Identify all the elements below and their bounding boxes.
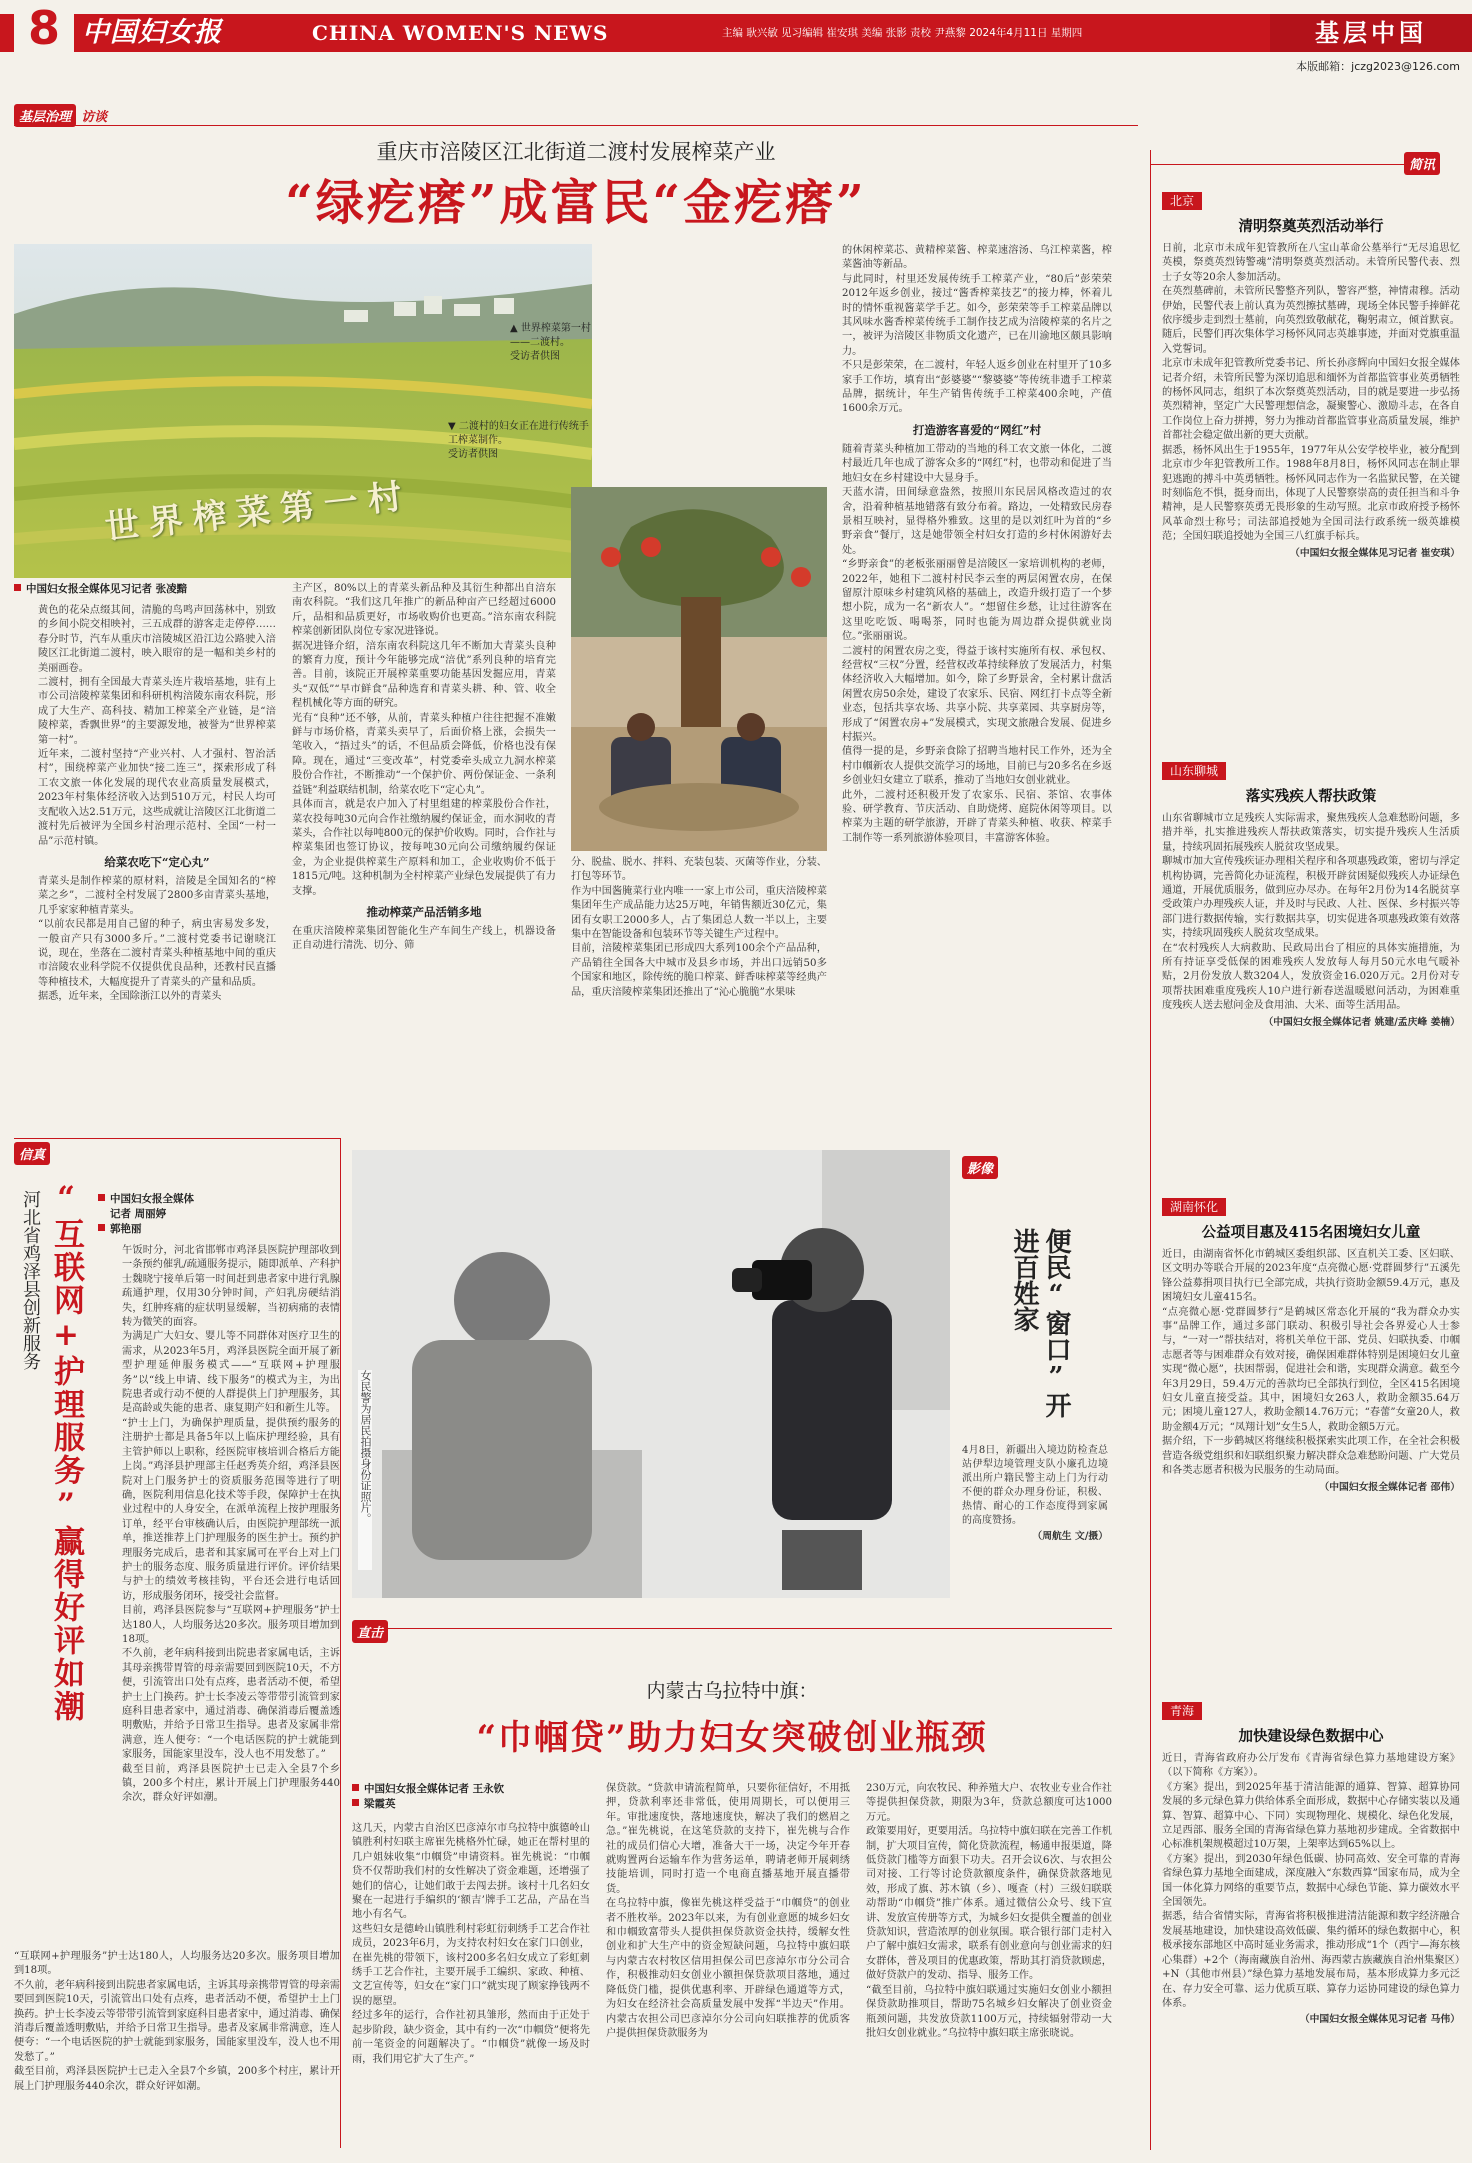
zhigu-col-2-text: 保贷款。“贷款申请流程简单，只要你征信好，不用抵押，贷款利率还非常低，使用周期长，可以便用三年。审批速度快，落地速度快，解决了我们的燃眉之急。”崔先桃说，在这笔贷款的支持下，崔先桃与合作社的成员们信心大增，准备大干一场，决定今年开春就购置两台运输车作为营务运单，聘请老师开展刺绣技能培训，同时打造一个电商直播基地开展直播带货。 在乌拉特中旗，像崔先桃这样受益于“巾帼贷”的创业者不胜枚举。2023年以来，为有创业意愿的城乡妇女和巾帼致富带头人提供担保贷款资金扶持，缓解女性创业和扩大生产中的资金短缺问题，乌拉特中旗妇联与内蒙古农村牧区信用担保公司巴彦淖尔市分公司合作，积极推动妇女创业小额担保贷款项目落地，通过降低贷门槛，提供优惠利率、开辟绿色通道等方式，为妇女在经济社会高质量发展中发挥“半边天”作用。内蒙古农担公司巴彦淖尔分公司向妇联推荐的优质客户提供担保贷款服务为 (606, 1783, 850, 2039)
main-col-4-subhead: 打造游客喜爱的“网红”村 (912, 422, 1042, 437)
xinzhen-byline-1-text: 中国妇女报全媒体 (110, 1193, 194, 1205)
section-tag (14, 104, 107, 127)
xinzhen-rule (14, 1138, 340, 1139)
xinzhen-body-cont (14, 1950, 340, 2150)
masthead-paper-cn: 中国妇女报 (82, 17, 222, 48)
zhigu-byline-1-text: 中国妇女报全媒体记者 王永钦 (364, 1783, 505, 1795)
zhigu-byline-1 (352, 1782, 582, 1797)
main-byline (14, 582, 304, 597)
caption-women: ▼ 二渡村的妇女正在进行传统手工榨菜制作。 受访者供图 (448, 421, 589, 460)
section-tag-sub: 访谈 (81, 110, 108, 125)
zhigu-rule (352, 1628, 1112, 1629)
main-col-4 (842, 244, 1112, 1098)
xinzhen-tag (14, 1142, 50, 1165)
sidebar-item-1-region: 北京 (1162, 192, 1202, 210)
main-col-2 (292, 582, 556, 1098)
main-col-3-text: 分、脱盐、脱水、拌料、充装包装、灭菌等作业，分装、打包等环节。 作为中国酱腌菜行业内唯一一家上市公司，重庆涪陵榨菜集团年生产成品能力达25万吨，年销售额近30亿元，集团有女职工2000多人，占了集团总人数一半以上，主要集中在智能设备和包装环节等关键生产过程中。 目前，涪陵榨菜集团已形成四大系列100余个产品品种，产品销往全国各大中城市及县乡市场，并出口远销50多个国家和地区，除传统的脆口榨菜、鲜香味榨菜等经典产品，重庆涪陵榨菜集团还推出了“沁心脆脆”水果味 (571, 857, 827, 998)
sidebar-item-2-body: 山东省聊城市立足残疾人实际需求，聚焦残疾人急难愁盼问题，多措并举，扎实推进残疾人帮扶政策落实，切实提升残疾人生活质量，持续巩固拓展残疾人脱贫攻坚成果。 聊城市加大宣传残疾证办理相关程序和各项惠残政策，密切与浮定机构协调，完善简化办证流程，积极开辟贫困疑似残疾人办证绿色通道，开展优质服务，做到应办尽办。在每年2月份为14名脱贫享受政策户办理残疾人证，并及时与民政、人社、医保、乡村振兴等部门进行数据传输，实行数据共享，切实促进各项惠残政策有效落实，持续巩固残疾人脱贫攻坚成果。 在“农村残疾人大病救助、民政局出台了相应的具体实施措施，为所有持证享受低保的困难残疾人发放每人每月50元水电气暖补贴，2月份发放人数3204人，发放资金16.020万元。2月份对专项帮扶困难重度残疾人10户进行新春送温暖慰问活动，为困难重度残疾人送去慰问金及食用油、大米、面等生活用品。 (1162, 813, 1460, 1012)
xinzhen-body (122, 1244, 340, 1944)
section-rule (14, 125, 1138, 126)
sidebar-item-2 (1162, 760, 1460, 1190)
sidebar-item-1-body: 日前，北京市未成年犯管教所在八宝山革命公墓举行“无尽追思忆英模，祭奠英烈铸警魂”清明祭奠英烈活动。未管所民警代表、烈士子女等20余人参加活动。 在英烈墓碑前，未管所民警整齐列队，警容严整，神情肃穆。活动伊始，民警代表上前认真为英烈擦拭墓碑，现场全体民警手捧鲜花依序缓步走到烈士墓前，向英烈致敬献花，鞠躬肃立，倾首默哀。随后，民警们再次集体学习杨怀风同志英雄事迹，并面对党旗重温入党誓词。 北京市未成年犯管教所党委书记、所长孙彦辉向中国妇女报全媒体记者介绍，未管所民警为深切追思和缅怀为首都监管事业英勇牺牲的杨怀风同志，组织了本次祭奠英烈活动，目的就是要进一步弘扬英烈精神，坚定广大民警理想信念，凝聚警心、激励斗志，在各自工作岗位上奋力拼搏，努力为推动首都监管事业高质量发展，维护首都社会稳定做出新的更大贡献。 据悉，杨怀风出生于1955年，1977年从公安学校毕业，被分配到北京市少年犯管教所工作。1988年8月8日，杨怀风同志在制止罪犯逃跑的搏斗中英勇牺牲。杨怀风同志作为一名监狱民警，在关键时刻临危不惧，挺身而出，体现了人民警察崇高的责任担当和斗争精神，是人民警察英勇无畏形象的生动写照。北京市政府授予杨怀风革命烈士称号；司法部追授她为全国司法行政系统一级英雄模范；全国妇联追授她为全国三八红旗手标兵。 (1162, 243, 1460, 543)
sidebar-item-4-body: 近日，青海省政府办公厅发布《青海省绿色算力基地建设方案》（以下简称《方案》）。 《方案》提出，到2025年基于清洁能源的通算、智算、超算协同发展的多元绿色算力供给体系全面形成，数据中心存储实装以及通算、智算、超算中心、下同）实现物理化、规模化、绿色化发展，立足西部、服务全国的青海省绿色算力基地初步建成。全省数据中心标准机架规模超过10万架，上架率达到65%以上。 《方案》提出，到2030年绿色低碳、协同高效、安全可靠的青海省绿色算力基地全面建成，深度融入“东数西算”国家布局，成为全国一体化算力网络的重要节点，数据中心绿色节能、算力碳效水平全国领先。 据悉，结合省情实际，青海省将积极推进清洁能源和数字经济融合发展基地建设，加快建设高效低碳、集约循环的绿色数据中心，积极承接东部地区中高时延业务需求，推动形成“1个（西宁—海东核心集群）+2个（海南藏族自治州、海西蒙古族藏族自治州集聚区）+N（其他市州县）”绿色算力基地发展布局，基本形成算力多元泛在、存力安全可靠、运力优质互联、算存力运协同建设的绿色算力体系。 (1162, 1753, 1460, 2009)
sidebar-item-2-title: 落实残疾人帮扶政策 (1245, 788, 1377, 805)
sidebar-item-4-credit: （中国妇女报全媒体见习记者 马伟） (1299, 2014, 1460, 2026)
xinzhen-body-text: 午饭时分，河北省邯郸市鸡泽县医院护理部收到一条预约催乳/疏通服务提示，随即派单、产科护士魏晓宁接单后第一时间赶到患者家中进行乳腺疏通护理，仅用30分钟时间，产妇乳房硬结消失，红肿疼痛的症状明显缓解，当初病痛的表情转为微笑的面容。 为满足广大妇女、婴儿等不同群体对医疗卫生的需求，从2023年5月，鸡泽县医院全面开展了新型护理延伸服务模式——“互联网+护理服务”以“线上申请、线下服务”的模式为主，为出院患者或行动不便的人群提供上门护理服务，其是高龄或失能的患者、康复期产妇和新生儿等。 “护士上门，为确保护理质量，提供预约服务的注册护士都是具备5年以上临床护理经验，具有主管护师以上职称，经医院审核培训合格后方能上岗。”鸡泽县护理部主任赵秀英介绍，鸡泽县医院对上门服务护士的资质服务范围等进行了明确，医院利用信息化技术等手段，保障护士在执业过程中的人身安全，在派单流程上按护理服务订单，经平台审核确认后，由医院护理部统一派单，推送推荐上门护理服务的医生护士。预约护理服务完成后，患者和其家属可在平台上对上门护士的服务态度、服务质量进行评价。评价结果与护士的绩效考核挂钩，平台还会进行电话回访，形成服务闭环，接受社会监督。 目前，鸡泽县医院参与“互联网+护理服务”护士达180人，人均服务达20多次。服务项目增加到18项。 不久前，老年病科接到出院患者家属电话，主诉其母亲携带胃管的母亲需要回到医院10天，不方便，引流管出口处有点疼，患者活动不便，希望护士上门换药。护士长李凌云等带带引流管到家庭科目患者家中，通过消毒、确保消毒后覆盖透明敷贴，并给予日常卫生指导。患者及家属非常满意，连人便夸：“一个电话医院的护士就能到家服务，国能家里没车，没人也不用发愁了。” 截至目前，鸡泽县医院护士已走入全县7个乡镇，200多个村庄，累计开展上门护理服务440余次，群众好评如潮。 (122, 1245, 340, 1804)
main-col-2-text: 主产区，80%以上的青菜头新品种及其衍生种都出自涪东南农科院。“我们这几年推广的新品种亩产已经超过6000斤，品相和品质更好，市场收购价也更高。”涪东南农科院榨菜创新团队岗位专家况进锋说。 据况进锋介绍，涪东南农科院这几年不断加大青菜头良种的繁育力度，预计今年能够完成“涪优”系列良种的培育完善。目前，该院正开展榨菜重要功能基因发掘应用，青菜头“双低”“早市鲜食”品种选育和青菜头耕、种、管、收全程机械化等方面的研究。 光有“良种”还不够，从前，青菜头种植户往往把握不准嫩鲜与市场价格，青菜头卖早了，后面价格上涨，会损失一笔收入，“捂过头”的话，不但品质会降低，价格也没有保障。现在，通过“三变改革”，村党委牵头成立九洞水榨菜股份合作社，不断推动“一个保护价、两份保证金、一条利益链”利益联结机制，给菜农吃下“定心丸”。 具体而言，就是农户加入了村里组建的榨菜股份合作社，菜农投每吨30元向合作社缴纳履约保证金，而水洞收的青菜头，合作社以每吨800元的保护价收购。同时，合作社与榨菜集团也签订协议，按每吨30元向公司缴纳履约保证金，为企业提供榨菜生产原料和加工，企业收购价不低于1815元/吨。这种机制为全村榨菜产业绿色发展提供了有力支撑。 (292, 583, 556, 897)
page-number: 8 (14, 4, 74, 52)
women-photo-svg (571, 487, 827, 851)
xinzhen-body-tail: “互联网+护理服务”护士达180人，人均服务达20多次。服务项目增加到18项。 不久前，老年病科接到出院患者家属电话，主诉其母亲携带胃管的母亲需要回到医院10天，引流管出口处有点疼，患者活动不便，希望护士上门换药。护士长李凌云等带带引流管到家庭科目患者家中，通过消毒、确保消毒后覆盖透明敷贴，并给予日常卫生指导。患者及家属非常满意，连人便夸：“一个电话医院的护士就能到家服务，国能家里没车，没人也不用发愁了。” 截至目前，鸡泽县医院护士已走入全县7个乡镇，200多个村庄，累计开展上门护理服务440余次，群众好评如潮。 (14, 1951, 340, 2092)
main-col-2-text-b: 在重庆涪陵榨菜集团智能化生产车间生产线上，机器设备正自动进行清洗、切分、筛 (292, 925, 556, 952)
sidebar-item-1 (1162, 190, 1460, 746)
caption-village: ▲ 世界榨菜第一村——二渡村。 受访者供图 (510, 323, 591, 362)
xinzhen-byline-3 (98, 1222, 330, 1237)
article-kicker: 重庆市涪陵区江北街道二渡村发展榨菜产业 (376, 140, 776, 164)
sidebar-item-3-title: 公益项目惠及415名困境妇女儿童 (1201, 1224, 1421, 1241)
sidebar-item-3 (1162, 1196, 1460, 1694)
zhigu-col-1-text: 这几天，内蒙古自治区巴彦淖尔市乌拉特中旗德岭山镇胜利村妇联主席崔先桃格外忙碌，她正在帮村里的几户姐妹收集“巾帼贷”申请资料。崔先桃说：“巾帼贷不仅帮助我们村的女性解决了资金难题，还增强了她们的信心，让她们敢于去闯去拼。该村十几名妇女聚在一起进行手编织的‘额吉’牌手工艺品，产品在当地小有名气。 这些妇女是德岭山镇胜利村彩虹衍刺绣手工艺合作社成员，2023年6月，为支持农村妇女在家门口创业，在崔先桃的带领下，该村200多名妇女成立了彩虹刺绣手工艺合作社，主要开展手工编织、家政、种植、文艺宣传等，妇女在“家门口”就实现了顾家挣钱两不误的愿望。 经过多年的运行，合作社初具雏形，然而由于正处于起步阶段，缺少资金，其中有约一次“巾帼贷”便将先前一笔资金的问题解决了。“巾帼贷”就像一场及时雨，我们用它扩大了生产。” (352, 1823, 590, 2065)
zhigu-tag (352, 1620, 388, 1643)
sidebar-item-3-region: 湖南怀化 (1162, 1198, 1226, 1216)
yingxiang-credit: （周航生 文/摄） (1032, 1531, 1108, 1542)
masthead-section: 基层中国 (1270, 14, 1472, 52)
masthead (0, 0, 1472, 73)
yingxiang-caption: 4月8日，新疆出入境边防检查总站伊犁边境管理支队小廉孔边境派出所户籍民警主动上门为行动不便的群众办理身份证，积极、热情、耐心的工作态度得到家属的高度赞扬。 (962, 1445, 1108, 1526)
main-col-1-text: 黄色的花朵点缀其间，清脆的鸟鸣声回荡林中，别致的乡间小院交相映衬，三五成群的游客走走停停……春分时节，汽车从重庆市涪陵城区沿江边公路驶入涪陵区江北街道二渡村，映入眼帘的是一幅和美乡村的美丽画卷。 二渡村，拥有全国最大青菜头连片栽培基地，驻有上市公司涪陵榨菜集团和科研机构涪陵东南农科院，形成了大生产、高科技、精加工榨菜全产业链，是“涪陵榨菜，香飘世界”的主要源发地，被誉为“世界榨菜第一村”。 近年来，二渡村坚持“产业兴村、人才强村、智治活村”，围绕榨菜产业加快“接二连三”，探索形成了科工农文旅一体化发展的现代农业高质量发展模式，2023年村集体经济收入达到510万元，村民人均可支配收入达2.51万元，这些成就让涪陵区江北街道二渡村先后被评为全国乡村治理示范村、全国“一村一品”示范村镇。 (38, 605, 276, 847)
zhigu-col-3 (866, 1782, 1112, 2152)
main-col-1-subhead: 给菜农吃下“定心丸” (104, 854, 210, 869)
women-photo (571, 487, 827, 851)
sidebar-item-1-credit: （中国妇女报全媒体见习记者 崔安琪） (1290, 547, 1460, 559)
main-col-4-text: 的休闲榨菜芯、黄精榨菜酱、榨菜速溶汤、乌江榨菜酱，榨菜酱油等新品。 与此同时，村里还发展传统手工榨菜产业，“80后”彭荣荣2012年返乡创业，接过“酱香榨菜技艺”的接力棒，怀着儿时的情怀重视酱菜学手艺。如今，彭荣荣等手工榨菜品牌以其风味水酱香榨菜传统手工制作技艺成为涪陵榨菜的名片之一，被评为涪陵区非物质文化遗产，已在川渝地区颇具影响力。 不只是彭荣荣，在二渡村，年轻人返乡创业在村里开了10多家手工作坊，填育出“彭婆婆”“黎婆婆”等传统非遗手工榨菜品牌，据统计，年生产销售传统手工榨菜400余吨，产值1600余万元。 (842, 245, 1112, 415)
yingxiang-rule-left (340, 1138, 341, 2148)
sidebar-item-4-title: 加快建设绿色数据中心 (1238, 1728, 1384, 1745)
sidebar-item-1-title: 清明祭奠英烈活动举行 (1238, 218, 1384, 235)
byline-bullet (352, 1799, 359, 1806)
sidebar-item-3-body: 近日，由湖南省怀化市鹤城区委组织部、区直机关工委、区妇联、区文明办等联合开展的2023年度“点亮微心愿·党群圆梦行”五溪先锋公益募捐项目执行已全部完成，共执行资助金额59.4万元，惠及困境妇女儿童415名。 “点亮微心愿·党群圆梦行”是鹤城区常态化开展的“我为群众办实事”品牌工作，通过多部门联动、积极引导社会各界爱心人士参与，“一对一”帮扶结对，将机关单位干部、党员、妇联执委、巾帼志愿者等与困难群众有效对接，确保困难群体特别是困境妇女儿童实现“微心愿”，扶困帮弱，促进社会和谐，实现群众满意。截至今年3月29日，59.4万元的善款均已全部执行到位，全区415名困境妇女儿童直接受益。其中，困境妇女263人，救助金额35.64万元；困境儿童127人，救助金额14.76万元；“春蕾”女童20人，救助金额4万元；“凤翔计划”女生5人，救助金额5万元。 据介绍，下一步鹤城区将继续积极探索实此项工作，在全社会积极营造各级党组织和妇联组织聚力解决群众急难愁盼问题、广大党员和各类志愿者积极为民服务的生动局面。 (1162, 1249, 1460, 1477)
xinzhen-byline (98, 1192, 330, 1237)
xinzhen-byline-3-text: 郭艳丽 (110, 1223, 142, 1235)
sidebar-item-2-credit: （中国妇女报全媒体记者 姚建/孟庆峰 姜楠） (1263, 1016, 1460, 1028)
sidebar-tag-text: 简讯 (1404, 152, 1440, 175)
yingxiang-tag-text: 影像 (962, 1156, 998, 1179)
yingxiang-caption-box (962, 1444, 1108, 1542)
sidebar-item-4 (1162, 1700, 1460, 2152)
masthead-staff: 主编 耿兴敏 见习编辑 崔安琪 美编 张影 责校 尹燕黎 2024年4月11日 星期四 (722, 27, 1083, 39)
main-col-4-text-b: 随着青菜头种植加工带动的当地的科工农文旅一体化，二渡村最近几年也成了游客众多的“网红”村，也带动和促进了当地妇女在乡村建设中大显身手。 天蓝水清，田间绿意盎然，按照川东民居风格改造过的农舍，沿着种植基地错落有致分布着。路边，一处精致民房春景相互映衬，显得格外雅致。这里的是以刘红叶为首的“乡野亲食”餐厅，这是她带领全村妇女打造的乡村休闲游好去处。 “乡野亲食”的老板张丽丽曾是涪陵区一家培训机构的老师，2022年，她租下二渡村村民李云奎的两层闲置农房，在保留原汁原味乡村建筑风格的基础上，改造升级打造了一个梦想小院，成为一名“新农人”。“想留住乡愁，让过往游客在这里吃吃饭、喝喝茶，同时也能为周边群众提供就业岗位。”张丽丽说。 二渡村的闲置农房之变，得益于该村实施所有权、承包权、经营权“三权”分置，经营权改革持续释放了发展活力，村集体经济收入大幅增加。如今，除了乡野景舍，全村累计盘活闲置农房50余处，建设了农家乐、民宿、网红打卡点等全新业态，包括共享农场、共享小院、共享菜园、共享厨房等，形成了“闲置农房+”发展模式，实现文旅融合发展、促进乡村振兴。 值得一提的是，乡野亲食除了招聘当地村民工作外，还为全村巾帼新农人提供交流学习的场地，目前已与20多名在乡返乡创业妇女建立了联系，推动了当地妇女创业就业。 此外，二渡村还积极开发了农家乐、民宿、茶馆、农事体验、研学教育、节庆活动、自助烧烤、庭院休闲等项目。以榨菜为主题的研学旅游，开辟了青菜头种植、收获、榨菜手工制作等一系列旅游体验项目，丰富游客体验。 (842, 443, 1112, 844)
sidebar-item-2-region: 山东聊城 (1162, 762, 1226, 780)
zhigu-col-2 (606, 1782, 850, 2152)
xinzhen-vertical-headline: “互联网+护理服务”赢得好评如潮 (48, 1180, 84, 1723)
main-col-1-text-b: 青菜头是制作榨菜的原材料，涪陵是全国知名的“榨菜之乡”，二渡村全村发展了2800多亩青菜头基地，几乎家家种植青菜头。 “以前农民都是用自己留的种子，病虫害易发多发，一般亩产只有3000多斤。”二渡村党委书记谢晓江说，现在，坐落在二渡村青菜头种植基地中间的重庆市涪陵农业科学院不仅提供优良品种，还教村民直播等种植技术，大幅度提升了青菜头的产量和品质。 据悉，近年来，全国除浙江以外的青菜头 (38, 875, 276, 1003)
article-headline: “绿疙瘩”成富民“金疙瘩” (285, 175, 867, 231)
byline-bullet (98, 1224, 105, 1231)
zhigu-byline (352, 1782, 582, 1812)
field-photo (14, 244, 592, 578)
zhigu-col-3-text: 230万元，向农牧民、种养殖大户、农牧业专业合作社等提供担保贷款，期限为3年，贷款总额度可达1000万元。 政策要用好，更要用活。乌拉特中旗妇联在完善工作机制，扩大项目宣传，简化贷款流程，畅通申报渠道，降低贷款门槛等方面狠下功夫。召开会议6次、与农担公司对接、工行等讨论贷款额度条件，确保贷款落地见效，形成了旗、苏木镇（乡）、嘎查（村）三级妇联联动帮助“巾帼贷”推广体系。通过微信公众号、线下宣讲、发放宣传册等方式，为城乡妇女提供全覆盖的创业贷款知识，营造浓厚的创业氛围。联合银行部门走村入户了解中旗妇女需求，联系有创业意向与创业需求的妇女群体，普及项目的优惠政策，帮助其打消贷款顾虑，做好贷款户的发动、指导、服务工作。 “截至目前，乌拉特中旗妇联通过实施妇女创业小额担保贷款助推项目，帮助75名城乡妇女解决了创业资金瓶颈问题，共发放贷款1100万元，持续辐射带动一大批妇女创业就业。”乌拉特中旗妇联主席张晓说。 (866, 1783, 1112, 2039)
yingxiang-vertical-caption: 女民警为居民拍摄身份证照片。 (358, 1370, 372, 1570)
xinzhen-byline-2: 记者 周丽婷 (110, 1208, 167, 1220)
zhigu-kicker: 内蒙古乌拉特中旗： (646, 1680, 818, 1702)
main-byline-text: 中国妇女报全媒体见习记者 张凌黯 (26, 583, 188, 595)
sidebar-top-rule (1150, 164, 1404, 165)
yingxiang-photo-svg (352, 1150, 950, 1598)
sidebar-tag (1404, 152, 1440, 175)
byline-bullet (352, 1784, 359, 1791)
byline-bullet (14, 584, 21, 591)
masthead-email: 本版邮箱：jczg2023@126.com (1296, 60, 1460, 73)
zhigu-byline-2 (352, 1797, 582, 1812)
main-col-1 (38, 604, 276, 1098)
xinzhen-byline-1 (98, 1192, 330, 1207)
sidebar-item-4-region: 青海 (1162, 1702, 1202, 1720)
sidebar-rule (1150, 150, 1151, 2150)
xinzhen-vertical-kicker: 河北省鸡泽县创新服务 (20, 1190, 41, 1370)
yingxiang-headline: 便民“窗口”开进百姓家 (1009, 1228, 1071, 1418)
masthead-paper-en: CHINA WOMEN'S NEWS (312, 21, 609, 45)
zhigu-tag-text: 直击 (352, 1620, 388, 1643)
zhigu-headline: “巾帼贷”助力妇女突破创业瓶颈 (476, 1718, 988, 1758)
zhigu-col-1 (352, 1822, 590, 2152)
main-col-2-subhead: 推动榨菜产品活销多地 (366, 904, 482, 919)
byline-bullet (98, 1194, 105, 1201)
yingxiang-tag (962, 1156, 998, 1179)
xinzhen-tag-text: 信真 (14, 1142, 50, 1165)
zhigu-byline-2-text: 梁霞英 (364, 1798, 396, 1810)
section-tag-main: 基层治理 (14, 104, 76, 127)
photo-banner-text: 世界榨菜第一村 (103, 475, 414, 548)
sidebar-item-3-credit: （中国妇女报全媒体记者 邵伟） (1319, 1481, 1460, 1493)
yingxiang-photo (352, 1150, 950, 1598)
main-col-3 (571, 856, 827, 1098)
